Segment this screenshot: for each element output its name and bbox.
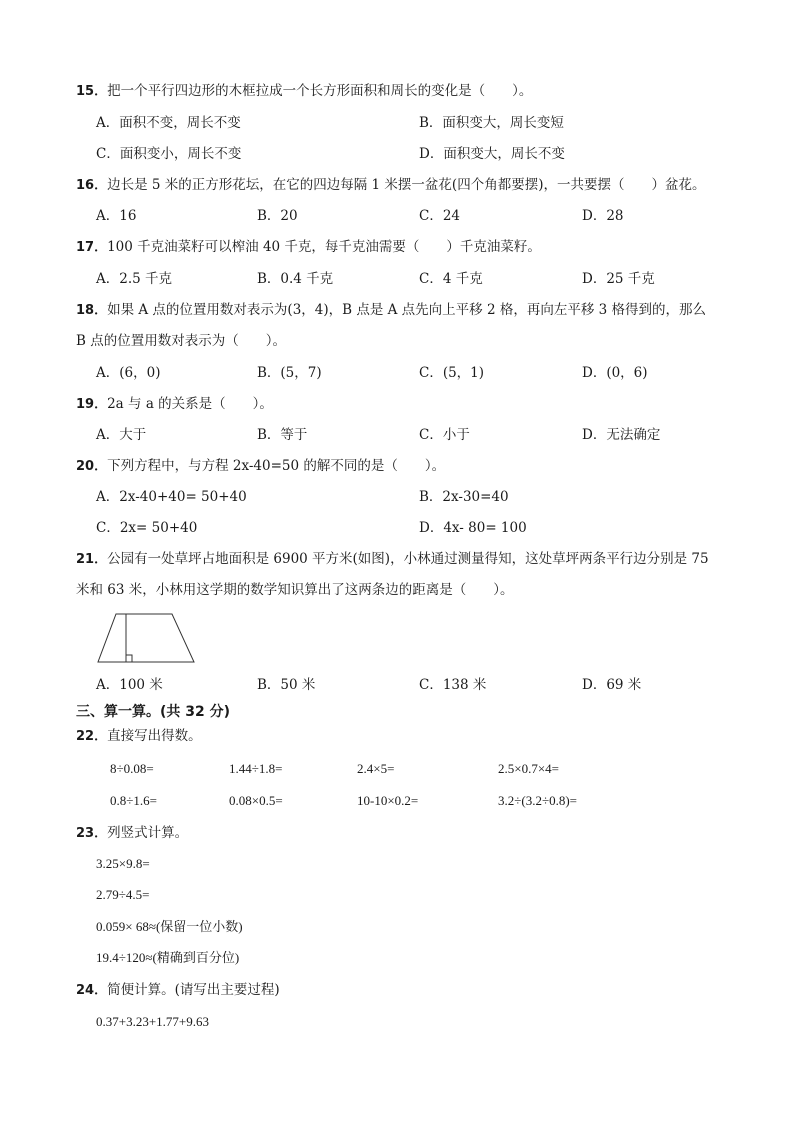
question-22 [76, 727, 202, 746]
question-text: 把一个平行四边形的木框拉成一个长方形面积和周长的变化是（ ）。 [107, 83, 533, 99]
q23-item: 19.4÷120≈(精确到百分位) [96, 950, 240, 965]
q17-option-c[interactable]: C．4 千克 [419, 271, 483, 287]
q16-option-d[interactable]: D．28 [582, 208, 624, 224]
question-number: 24． [76, 983, 108, 998]
q17-option-a[interactable]: A．2.5 千克 [96, 271, 173, 287]
q22-item: 2.4×5= [357, 761, 395, 776]
q21-option-a[interactable]: A．100 米 [96, 677, 163, 693]
question-24 [76, 981, 280, 1000]
question-18 [76, 301, 706, 320]
question-number: 23． [76, 826, 108, 841]
q19-option-a[interactable]: A．大于 [96, 427, 147, 443]
q18-option-c[interactable]: C．(5，1) [419, 365, 485, 381]
q20-option-a[interactable]: A．2x-40+40= 50+40 [96, 489, 247, 505]
q22-item: 10-10×0.2= [357, 793, 419, 808]
question-text: 简便计算。(请写出主要过程) [107, 982, 280, 998]
q15-option-c[interactable]: C．面积变小，周长不变 [96, 146, 242, 162]
question-text: 如果 A 点的位置用数对表示为(3，4)，B 点是 A 点先向上平移 2 格，再向左平移 3 格得到的，那么 [107, 302, 707, 318]
q18-option-d[interactable]: D．(0，6) [582, 365, 648, 381]
q22-item: 0.08×0.5= [229, 793, 283, 808]
q22-item: 2.5×0.7×4= [498, 761, 559, 776]
q23-item: 0.059× 68≈(保留一位小数) [96, 919, 243, 934]
question-text: 公园有一处草坪占地面积是 6900 平方米(如图)，小林通过测量得知，这处草坪两条平行边分别是 75 [107, 551, 709, 567]
q19-option-d[interactable]: D．无法确定 [582, 427, 661, 443]
trapezoid-outline [98, 614, 194, 662]
right-angle-mark [126, 655, 132, 662]
q17-option-b[interactable]: B．0.4 千克 [257, 271, 334, 287]
question-text: 列竖式计算。 [107, 825, 189, 841]
question-21 [76, 550, 709, 569]
q15-option-a[interactable]: A．面积不变，周长不变 [96, 115, 241, 131]
question-text: 2a 与 a 的关系是（ ）。 [107, 396, 273, 412]
q15-option-b[interactable]: B．面积变大，周长变短 [419, 115, 564, 131]
question-number: 15． [76, 84, 108, 99]
q22-item: 0.8÷1.6= [110, 793, 157, 808]
q24-item: 0.37+3.23+1.77+9.63 [96, 1014, 209, 1029]
q22-item: 8÷0.08= [110, 761, 154, 776]
question-21-line2: 米和 63 米，小林用这学期的数学知识算出了这两条边的距离是（ ）。 [76, 582, 514, 598]
section-3-heading: 三、算一算。(共 32 分) [76, 704, 231, 720]
question-text: 100 千克油菜籽可以榨油 40 千克，每千克油需要（ ）千克油菜籽。 [107, 239, 541, 255]
q20-option-c[interactable]: C．2x= 50+40 [96, 520, 198, 536]
q20-option-d[interactable]: D．4x- 80= 100 [419, 520, 527, 536]
q16-option-c[interactable]: C．24 [419, 208, 461, 224]
q16-option-a[interactable]: A．16 [96, 208, 137, 224]
q20-option-b[interactable]: B．2x-30=40 [419, 489, 509, 505]
question-number: 17． [76, 240, 108, 255]
q22-item: 3.2÷(3.2÷0.8)= [498, 793, 578, 808]
q21-option-b[interactable]: B．50 米 [257, 677, 316, 693]
question-17 [76, 238, 541, 257]
question-number: 22． [76, 729, 108, 744]
question-number: 16． [76, 178, 108, 193]
q23-item: 2.79÷4.5= [96, 887, 150, 902]
question-text: 边长是 5 米的正方形花坛，在它的四边每隔 1 米摆一盆花(四个角都要摆)，一共要摆（ ）盆花。 [107, 177, 706, 193]
question-text: 直接写出得数。 [107, 728, 202, 744]
q21-option-d[interactable]: D．69 米 [582, 677, 642, 693]
question-23 [76, 824, 188, 843]
question-number: 21． [76, 552, 108, 567]
trapezoid-figure [96, 612, 196, 664]
q22-item: 1.44÷1.8= [229, 761, 283, 776]
q16-option-b[interactable]: B．20 [257, 208, 298, 224]
question-20 [76, 457, 445, 476]
question-number: 18． [76, 303, 108, 318]
q19-option-c[interactable]: C．小于 [419, 427, 470, 443]
question-number: 19． [76, 397, 108, 412]
question-15 [76, 82, 532, 101]
q21-option-c[interactable]: C．138 米 [419, 677, 487, 693]
question-16 [76, 176, 705, 195]
q19-option-b[interactable]: B．等于 [257, 427, 308, 443]
q18-option-b[interactable]: B．(5，7) [257, 365, 322, 381]
q23-item: 3.25×9.8= [96, 856, 150, 871]
q17-option-d[interactable]: D．25 千克 [582, 271, 655, 287]
question-number: 20． [76, 459, 108, 474]
question-18-line2: B 点的位置用数对表示为（ ）。 [76, 333, 286, 349]
question-text: 下列方程中，与方程 2x-40=50 的解不同的是（ ）。 [107, 458, 446, 474]
question-19 [76, 395, 273, 414]
q15-option-d[interactable]: D．面积变大，周长不变 [419, 146, 565, 162]
q18-option-a[interactable]: A．(6，0) [96, 365, 161, 381]
